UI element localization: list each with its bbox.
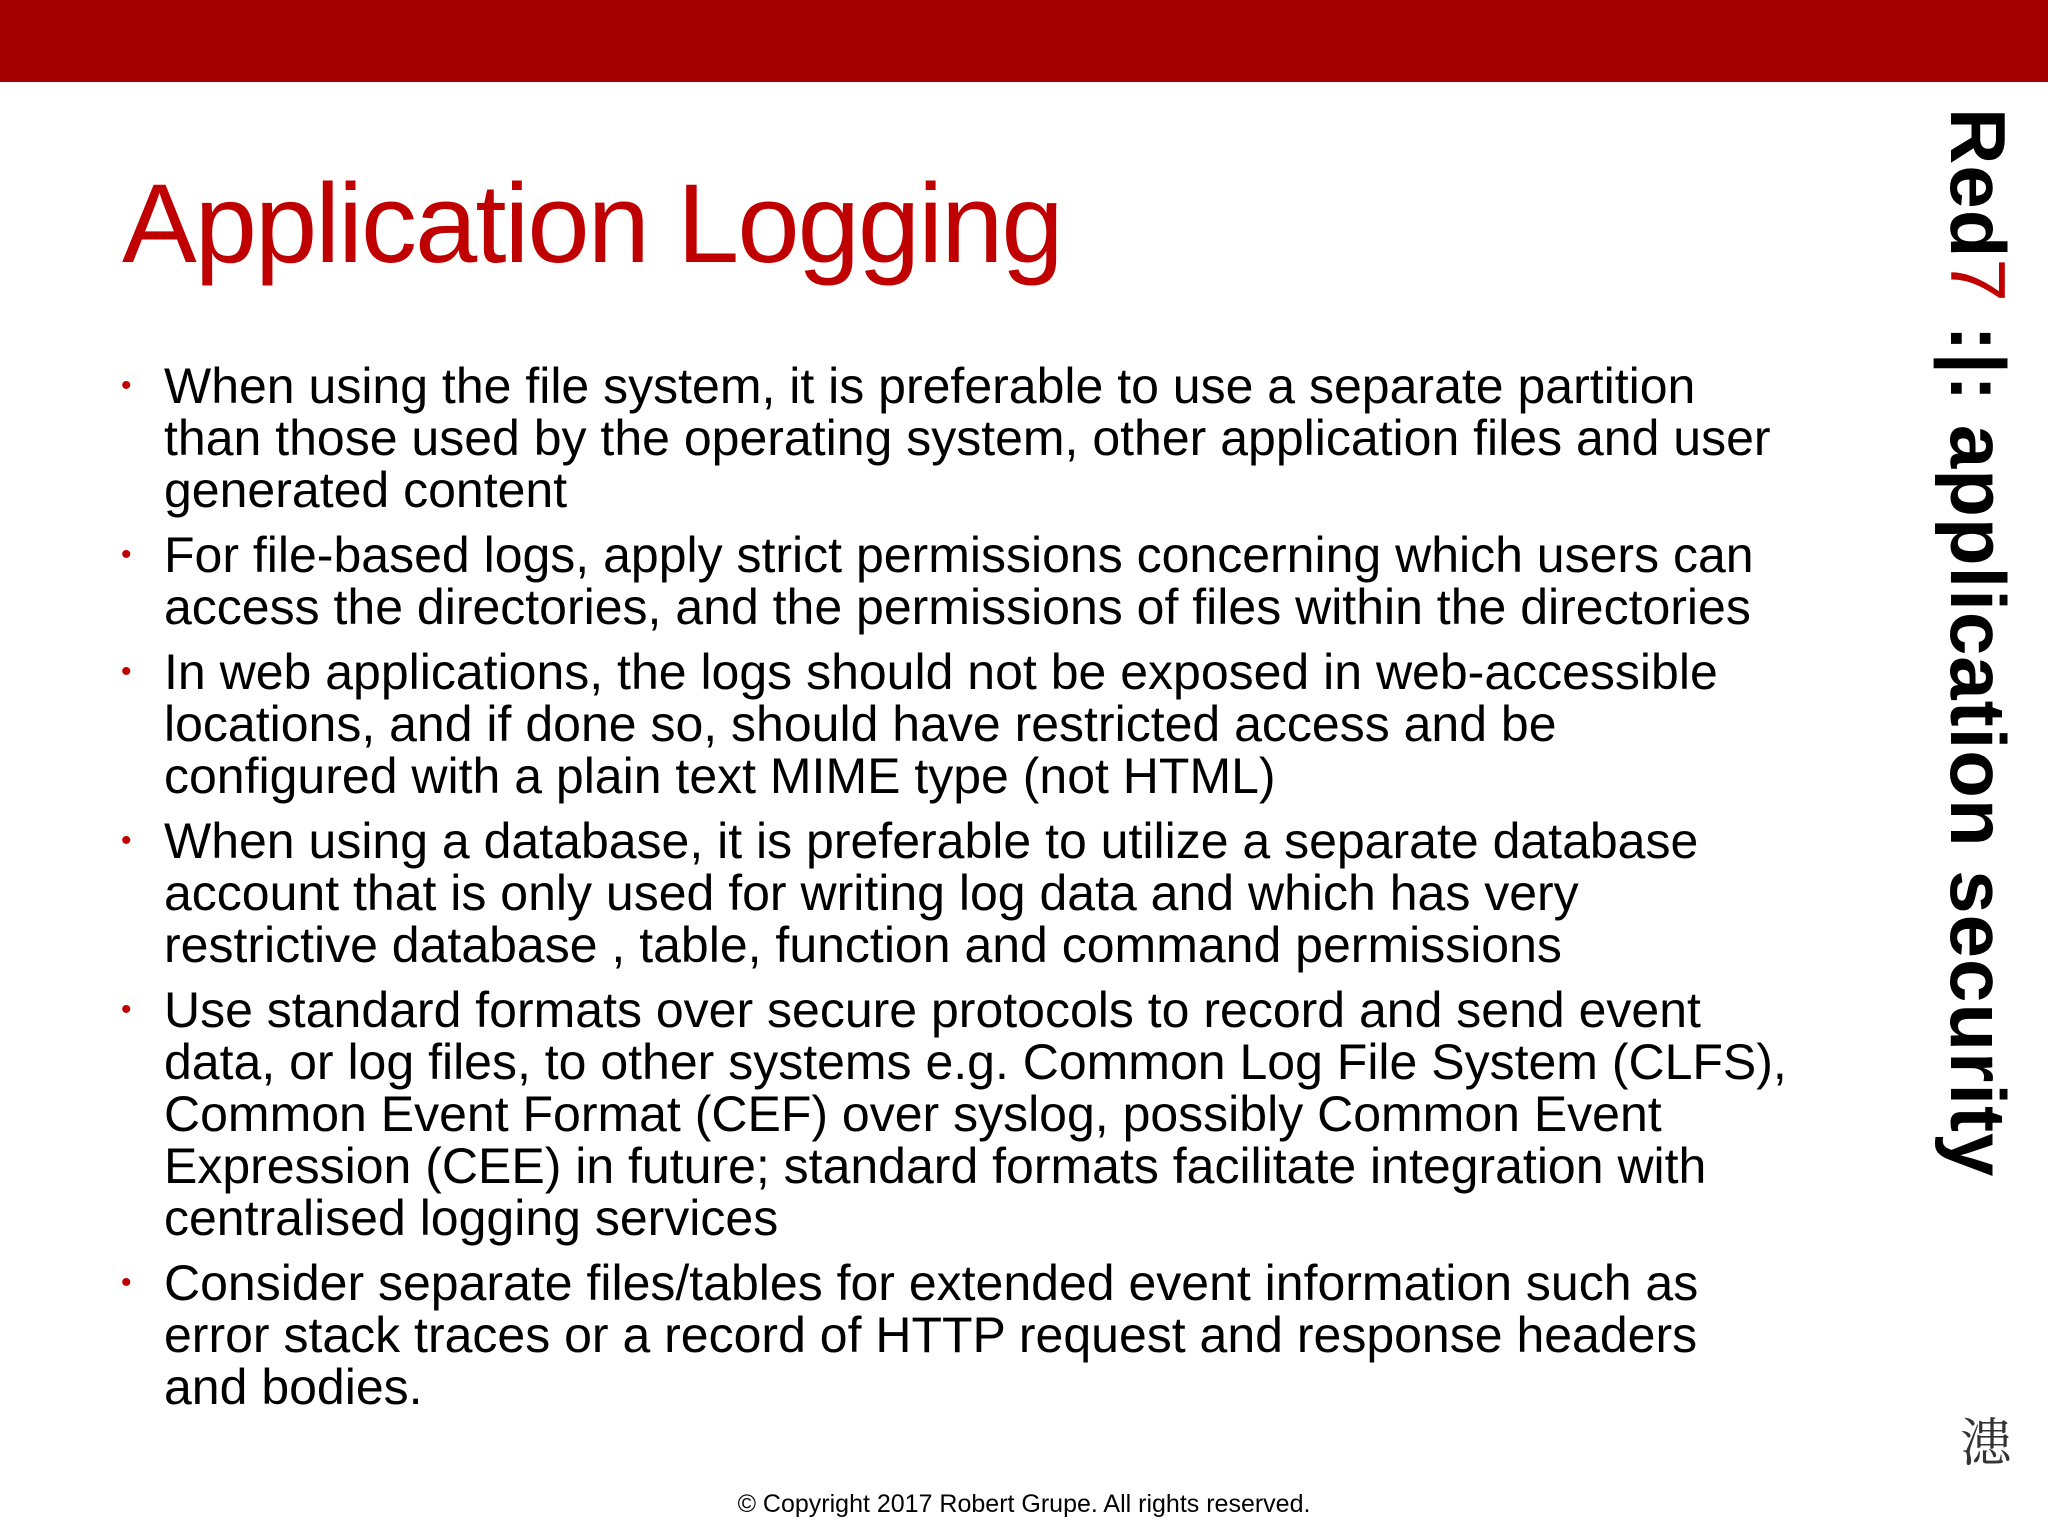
bullet-marker: • xyxy=(121,993,132,1026)
bullet-marker: • xyxy=(121,538,132,571)
bullet-line: When using a database, it is preferable to utilize a separate database xyxy=(164,813,1699,869)
copyright-footer: © Copyright 2017 Robert Grupe. All rights reserved. xyxy=(737,1490,1311,1518)
slide-title: Application Logging xyxy=(122,161,1062,286)
bullet-list xyxy=(121,358,1924,1426)
bullet-item xyxy=(121,1255,1924,1415)
top-accent-bar xyxy=(0,0,2048,82)
brand-name-seven: 7 xyxy=(1934,258,2022,303)
brand-tagline: :|: application security xyxy=(1934,302,2022,1178)
bullet-line: centralised logging services xyxy=(164,1190,779,1246)
bullet-line: configured with a plain text MIME type (not HTML) xyxy=(164,748,1276,804)
bullet-line: For file-based logs, apply strict permissions concerning which users can xyxy=(164,527,1754,583)
bullet-item xyxy=(121,527,1924,635)
bullet-item xyxy=(121,982,1924,1246)
chinese-seal-icon: 漶 xyxy=(1959,1414,2012,1474)
bullet-line: data, or log files, to other systems e.g. Common Log File System (CLFS), xyxy=(164,1034,1787,1090)
bullet-line: locations, and if done so, should have restricted access and be xyxy=(164,696,1557,752)
bullet-line: generated content xyxy=(164,462,568,518)
bullet-line: than those used by the operating system, other application files and user xyxy=(164,410,1771,466)
bullet-line: restrictive database , table, function and command permissions xyxy=(164,917,1562,973)
bullet-line: account that is only used for writing log data and which has very xyxy=(164,865,1579,921)
bullet-line: Use standard formats over secure protocols to record and send event xyxy=(164,982,1701,1038)
bullet-line: When using the file system, it is preferable to use a separate partition xyxy=(164,358,1696,414)
bullet-line: and bodies. xyxy=(164,1359,423,1415)
bullet-marker: • xyxy=(121,824,132,857)
bullet-item xyxy=(121,644,1924,804)
bullet-marker: • xyxy=(121,369,132,402)
bullet-marker: • xyxy=(121,655,132,688)
bullet-item xyxy=(121,813,1924,973)
bullet-line: Expression (CEE) in future; standard formats facilitate integration with xyxy=(164,1138,1707,1194)
vertical-brand-banner xyxy=(1930,108,2026,1177)
bullet-marker: • xyxy=(121,1266,132,1299)
bullet-line: Consider separate files/tables for extended event information such as xyxy=(164,1255,1699,1311)
bullet-line: In web applications, the logs should not be exposed in web-accessible xyxy=(164,644,1718,700)
bullet-line: Common Event Format (CEF) over syslog, possibly Common Event xyxy=(164,1086,1662,1142)
bullet-line: error stack traces or a record of HTTP request and response headers xyxy=(164,1307,1698,1363)
bullet-item xyxy=(121,358,1924,518)
brand-name-red: Red xyxy=(1934,108,2022,259)
bullet-line: access the directories, and the permissions of files within the directories xyxy=(164,579,1751,635)
